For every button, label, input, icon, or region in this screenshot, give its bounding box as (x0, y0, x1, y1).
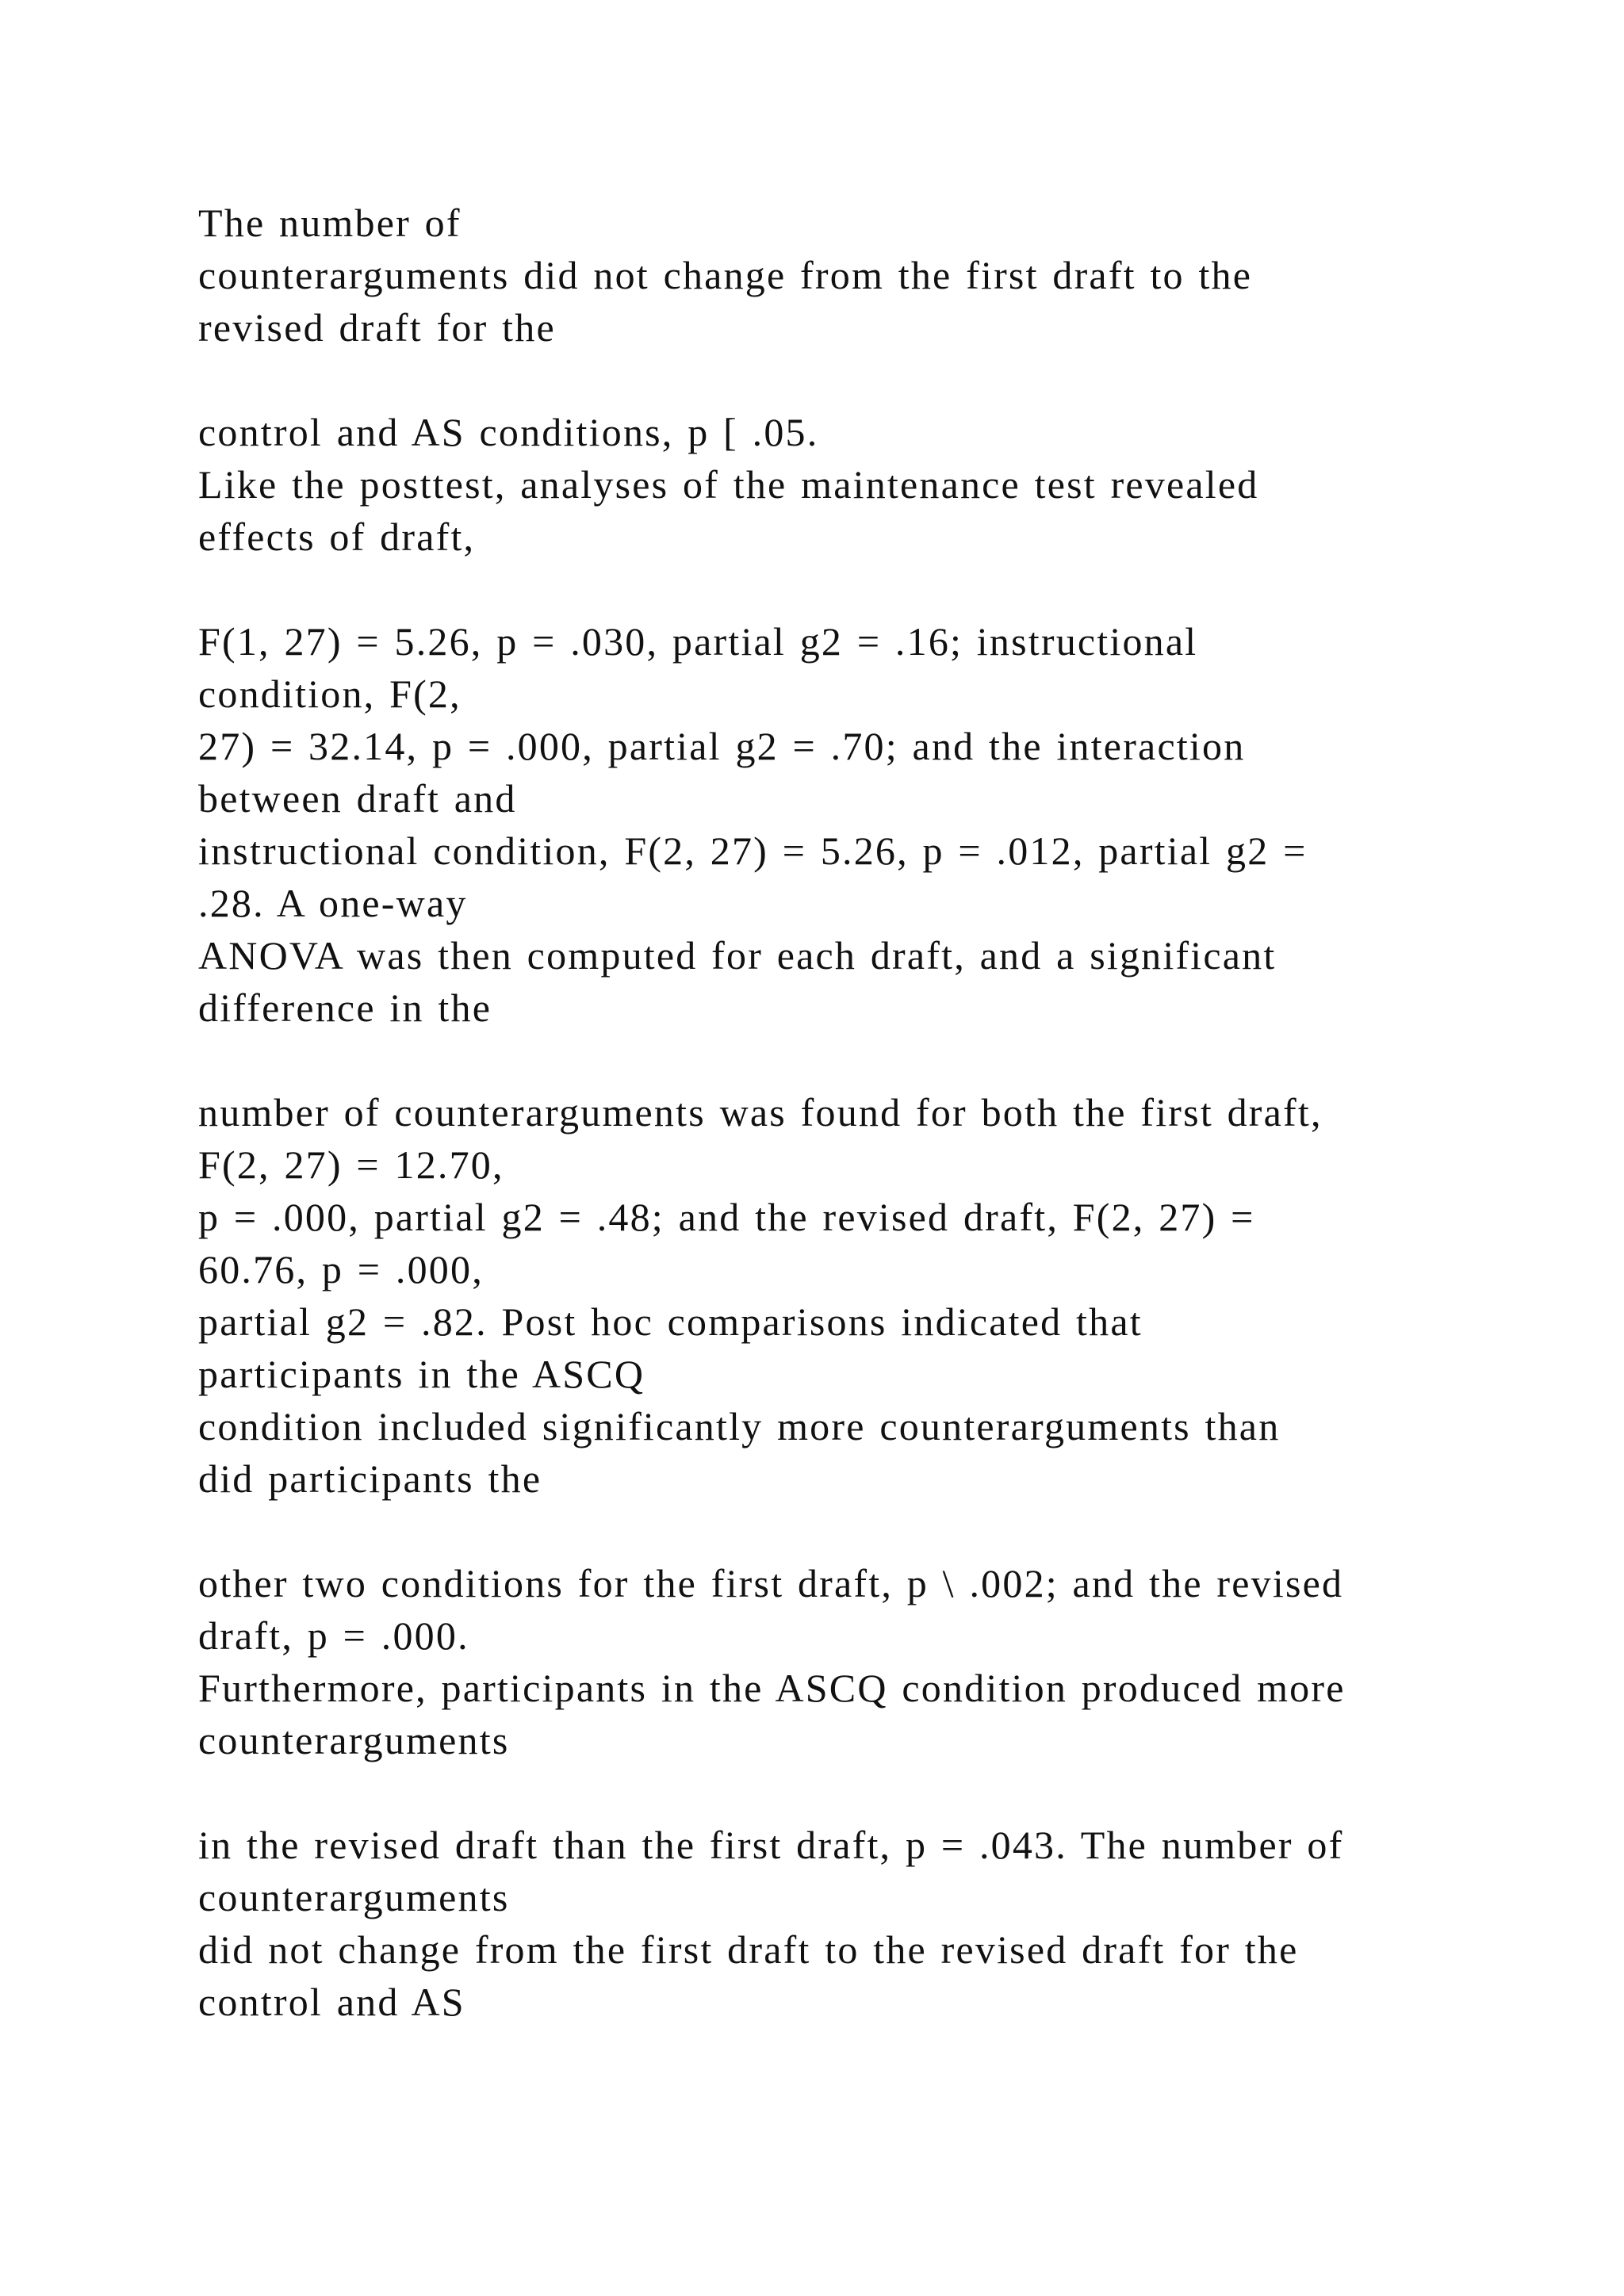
paragraph-gap (198, 1034, 1546, 1086)
paragraph-gap (198, 354, 1546, 406)
text-line: revised draft for the (198, 305, 556, 350)
text-line: number of counterarguments was found for both the first draft, (198, 1090, 1323, 1135)
text-line: 27) = 32.14, p = .000, partial g2 = .70; and the interaction (198, 724, 1246, 768)
body-text (198, 197, 1546, 2028)
text-line: in the revised draft than the first draft, p = .043. The number of (198, 1823, 1344, 1867)
text-line: p = .000, partial g2 = .48; and the revised draft, F(2, 27) = (198, 1195, 1255, 1239)
text-line: control and AS (198, 1980, 465, 2024)
text-line: partial g2 = .82. Post hoc comparisons indicated that (198, 1299, 1143, 1344)
text-line: other two conditions for the first draft, p \ .002; and the revised (198, 1561, 1344, 1605)
paragraph-gap (198, 1505, 1546, 1557)
text-line: counterarguments (198, 1875, 510, 1919)
text-line: effects of draft, (198, 515, 476, 559)
text-line: difference in the (198, 985, 492, 1030)
text-line: did participants the (198, 1456, 542, 1501)
text-line: ANOVA was then computed for each draft, and a significant (198, 933, 1277, 978)
paragraph-gap (198, 563, 1546, 615)
text-line: counterarguments did not change from the first draft to the (198, 253, 1253, 297)
text-line: Furthermore, participants in the ASCQ condition produced more (198, 1666, 1346, 1710)
text-line: between draft and (198, 776, 517, 821)
text-line: participants in the ASCQ (198, 1352, 645, 1396)
text-line: The number of (198, 201, 462, 245)
text-line: .28. A one-way (198, 881, 468, 925)
text-line: draft, p = .000. (198, 1613, 469, 1658)
text-line: instructional condition, F(2, 27) = 5.26, p = .012, partial g2 = (198, 828, 1308, 873)
text-line: 60.76, p = .000, (198, 1247, 484, 1292)
text-line: did not change from the first draft to the revised draft for the (198, 1927, 1299, 1972)
text-line: condition, F(2, (198, 672, 462, 716)
text-line: condition included significantly more counterarguments than (198, 1404, 1281, 1448)
text-line: control and AS conditions, p [ .05. (198, 410, 819, 454)
text-line: F(1, 27) = 5.26, p = .030, partial g2 = .16; instructional (198, 619, 1198, 664)
text-line: Like the posttest, analyses of the maintenance test revealed (198, 462, 1259, 507)
text-line: counterarguments (198, 1718, 510, 1762)
text-line: F(2, 27) = 12.70, (198, 1142, 504, 1187)
paragraph-gap (198, 1766, 1546, 1819)
